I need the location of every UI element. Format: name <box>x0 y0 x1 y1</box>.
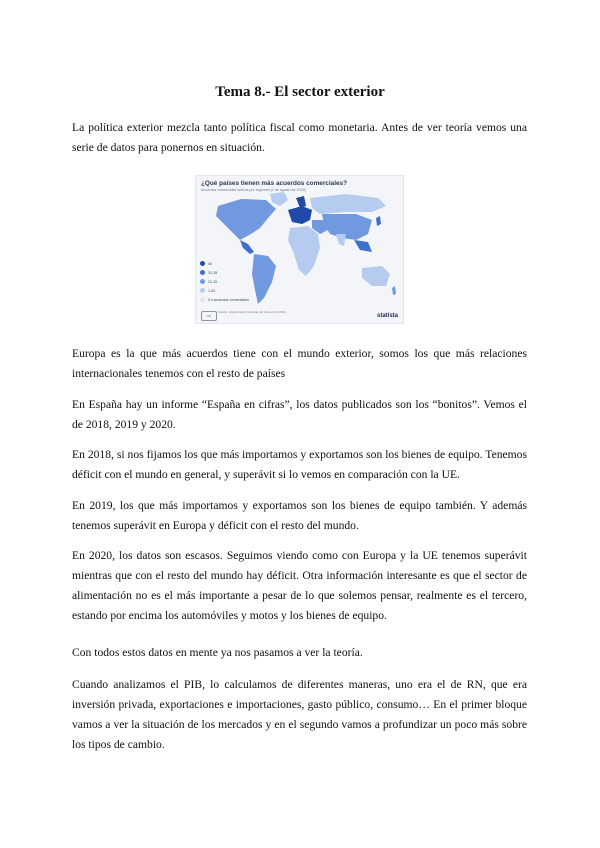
legend-label: 0 o acuerdos comerciales <box>208 297 249 302</box>
map-legend <box>200 259 249 304</box>
paragraph-2019: En 2019, los que más importamos y exportamos son los bienes de equipo también. Y además tenemos superávit en Europa y déficit con el resto del mundo. <box>72 499 527 532</box>
legend-label: 1-20 <box>208 288 216 293</box>
statista-logo: statista <box>376 313 398 319</box>
map-southeast-asia <box>354 240 372 252</box>
paragraph-theory: Con todos estos datos en mente ya nos pasamos a ver la teoría. <box>72 646 363 659</box>
cc-license-logo: cc <box>201 311 217 321</box>
figure-subtitle: Acuerdos comerciales activos por regiones (1 de agosto de 2019) <box>201 188 306 192</box>
world-map-figure <box>195 175 404 324</box>
map-greenland <box>270 192 288 206</box>
map-india <box>336 234 346 246</box>
map-new-zealand <box>392 286 396 295</box>
paragraph-spain-report: En España hay un informe “España en cifras”, los datos publicados son los “bonitos”. Vemos el de 2018, 2019 y 2020. <box>72 398 527 431</box>
legend-swatch <box>200 270 205 275</box>
legend-item <box>200 277 249 286</box>
legend-swatch <box>200 279 205 284</box>
page-title: Tema 8.- El sector exterior <box>215 84 385 100</box>
legend-item <box>200 259 249 268</box>
map-russia <box>310 194 386 214</box>
figure-title: ¿Qué países tienen más acuerdos comerciales? <box>201 180 347 187</box>
map-scandinavia <box>296 196 306 208</box>
figure-source: Fuente: Organización Mundial del Comercio (OMC) <box>218 310 287 314</box>
paragraph-2018: En 2018, si nos fijamos los que más importamos y exportamos son los bienes de equipo. Tenemos déficit con el mundo en general, y superávit si lo vemos en comparación con la UE. <box>72 448 527 481</box>
map-south-america <box>252 254 276 304</box>
map-asia <box>322 214 372 240</box>
legend-swatch <box>200 297 205 302</box>
map-africa <box>288 226 320 276</box>
legend-item <box>200 268 249 277</box>
legend-label: 40 <box>208 261 212 266</box>
legend-swatch <box>200 288 205 293</box>
map-australia <box>362 266 390 286</box>
legend-label: 31-39 <box>208 270 218 275</box>
paragraph-2020: En 2020, los datos son escasos. Seguimos viendo como con Europa y la UE tenemos superávit mientras que con el resto del mundo hay déficit. Otra información interesante es que el sector de alimentación no es el más importante a pesar de lo que solemos pensar, realmente es el tercero, estando por encima los automóviles y motos y los bienes de equipo. <box>72 549 527 622</box>
map-europe <box>288 206 312 224</box>
legend-item <box>200 295 249 304</box>
paragraph-europe: Europa es la que más acuerdos tiene con el mundo exterior, somos los que más relaciones internacionales tenemos con el resto de países <box>72 347 527 380</box>
map-japan <box>376 216 381 226</box>
paragraph-intro: La política exterior mezcla tanto política fiscal como monetaria. Antes de ver teoría vemos una serie de datos para ponernos en situación. <box>72 121 527 154</box>
legend-item <box>200 286 249 295</box>
legend-label: 21-30 <box>208 279 218 284</box>
legend-swatch <box>200 261 205 266</box>
map-north-america <box>216 199 276 240</box>
map-central-america <box>240 240 254 254</box>
paragraph-pib: Cuando analizamos el PIB, lo calculamos de diferentes maneras, uno era el de RN, que era inversión privada, exportaciones e importaciones, gasto público, consumo… En el primer bloque vamos a ver la situación de los mercados y en el segundo vamos a profundizar un poco más sobre los tipos de cambio. <box>72 678 527 751</box>
